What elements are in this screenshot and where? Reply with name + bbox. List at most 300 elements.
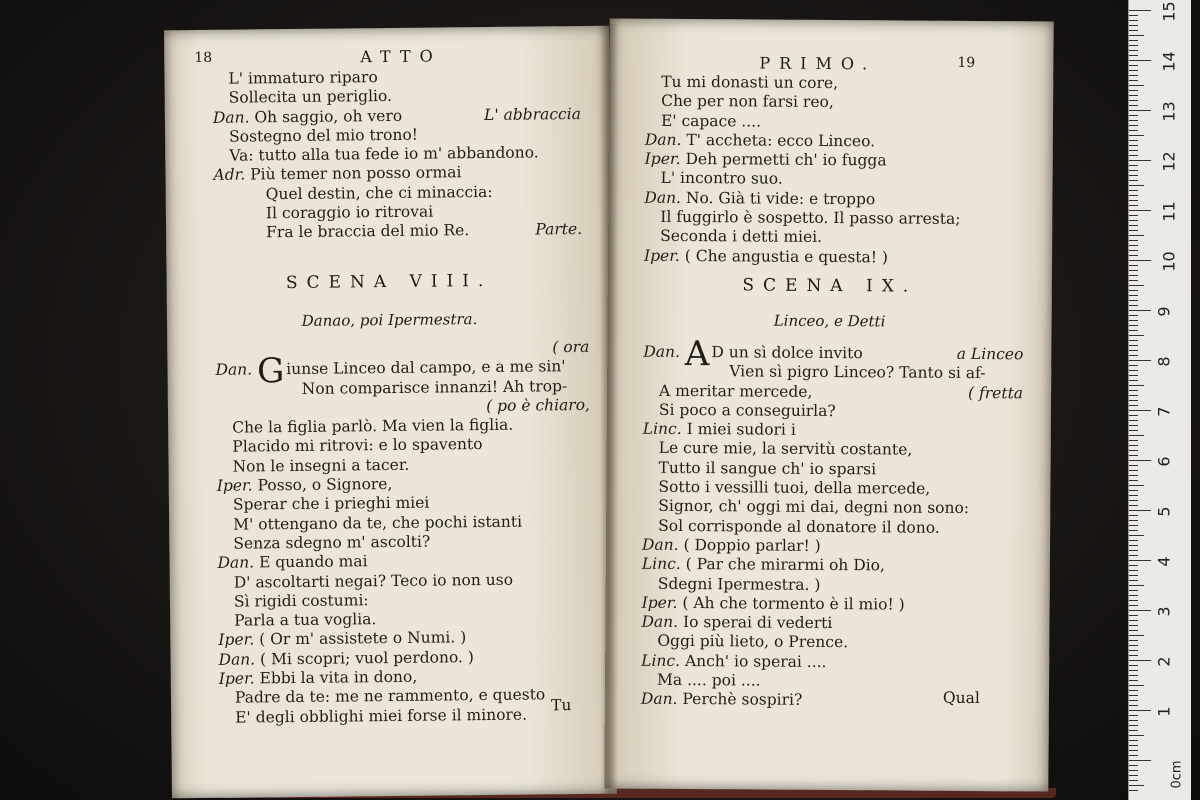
ruler-tick xyxy=(1129,10,1151,11)
ruler-tick xyxy=(1129,120,1138,121)
ruler-tick xyxy=(1129,415,1138,416)
ruler-tick xyxy=(1129,565,1138,566)
line-text: iunse Linceo dal campo, e a me sin' xyxy=(286,357,566,379)
speaker-label: Iper. xyxy=(218,630,255,650)
speaker-label: Linc. xyxy=(641,554,681,574)
speaker-label: Iper. xyxy=(641,593,678,612)
ruler-tick xyxy=(1129,425,1138,426)
ruler-tick xyxy=(1129,315,1138,316)
line-text: Perchè sospiri? xyxy=(682,690,803,710)
speaker-label: Linc. xyxy=(642,419,682,439)
ruler-tick xyxy=(1129,180,1138,181)
text-line xyxy=(644,208,1024,230)
line-text: Ma .... poi .... xyxy=(657,670,761,690)
ruler-tick xyxy=(1129,300,1138,301)
ruler-tick xyxy=(1129,145,1138,146)
ruler-tick xyxy=(1129,775,1138,776)
ruler-tick xyxy=(1129,520,1138,521)
text-line xyxy=(644,246,1024,268)
ruler-tick xyxy=(1129,30,1138,31)
ruler-tick xyxy=(1129,340,1138,341)
catchword: Tu xyxy=(550,696,572,715)
ruler-tick xyxy=(1129,410,1151,411)
measuring-ruler xyxy=(1128,0,1191,800)
ruler-tick xyxy=(1129,385,1144,386)
speaker-label: Iper. xyxy=(218,669,255,688)
ruler-tick xyxy=(1129,675,1138,676)
line-text: Tutto il sangue ch' io sparsi xyxy=(658,458,877,479)
text-line xyxy=(644,188,1024,210)
ruler-tick xyxy=(1129,530,1138,531)
ruler-tick xyxy=(1129,690,1138,691)
ruler-tick xyxy=(1129,75,1138,76)
ruler-number: 5 xyxy=(1154,506,1174,517)
right-page xyxy=(604,18,1053,791)
line-text: Senza sdegno m' ascolti? xyxy=(233,532,431,553)
ruler-tick xyxy=(1129,20,1138,21)
ruler-tick xyxy=(1129,730,1138,731)
line-text: Padre da te: me ne rammento, e questo xyxy=(234,685,546,707)
ruler-tick xyxy=(1129,460,1151,461)
ruler-tick xyxy=(1129,275,1138,276)
ruler-tick xyxy=(1129,85,1144,86)
line-text: Io sperai di vederti xyxy=(682,613,833,633)
line-text: Sol corrisponde al donatore il dono. xyxy=(658,516,940,537)
text-line xyxy=(642,478,1022,500)
text-line xyxy=(643,381,1023,403)
ruler-tick xyxy=(1129,705,1138,706)
line-text: A meritar mercede, xyxy=(659,381,813,401)
ruler-tick xyxy=(1129,625,1138,626)
ruler-tick xyxy=(1129,250,1138,251)
scene-title: SCENA IX. xyxy=(742,275,918,297)
text-line xyxy=(219,705,593,728)
ruler-tick xyxy=(1129,195,1138,196)
ruler-tick xyxy=(1129,670,1138,671)
ruler-tick xyxy=(1129,440,1138,441)
line-text: Non comparisce innanzi! Ah trop- xyxy=(301,376,568,398)
line-text: Il coraggio io ritrovai xyxy=(265,202,434,223)
text-line xyxy=(644,227,1024,249)
ruler-tick xyxy=(1129,330,1138,331)
ruler-tick xyxy=(1129,400,1138,401)
line-text: Si poco a conseguirla? xyxy=(658,400,836,420)
line-text: T' accheta: ecco Linceo. xyxy=(686,130,876,151)
ruler-tick xyxy=(1129,500,1138,501)
ruler-tick xyxy=(1129,215,1138,216)
ruler-tick xyxy=(1129,780,1138,781)
ruler-tick xyxy=(1129,390,1138,391)
ruler-number: 1 xyxy=(1154,706,1174,717)
ruler-tick xyxy=(1129,55,1138,56)
ruler-tick xyxy=(1129,505,1138,506)
ruler-number: 8 xyxy=(1154,356,1174,367)
drop-cap: G xyxy=(256,351,285,392)
ruler-number: 15 xyxy=(1159,1,1179,22)
text-line xyxy=(645,73,1025,95)
ruler-tick xyxy=(1129,160,1151,161)
stage-direction: ( po è chiaro, xyxy=(486,395,591,415)
ruler-tick xyxy=(1129,755,1138,756)
ruler-tick xyxy=(1129,420,1138,421)
ruler-tick xyxy=(1129,115,1138,116)
text-block-bottom xyxy=(215,338,593,728)
line-text: Deh permetti ch' io fugga xyxy=(685,150,887,170)
ruler-tick xyxy=(1129,760,1151,761)
ruler-tick xyxy=(1129,475,1138,476)
speaker-label: Dan. xyxy=(641,535,679,554)
ruler-tick xyxy=(1129,585,1144,586)
speaker-label: Iper. xyxy=(216,476,253,495)
speaker-label: Dan. xyxy=(644,130,682,149)
ruler-tick xyxy=(1129,130,1138,131)
ruler-tick xyxy=(1129,220,1138,221)
line-text: Tu mi donasti un core, xyxy=(661,72,839,93)
ruler-number: 4 xyxy=(1154,556,1174,567)
ruler-tick xyxy=(1129,465,1138,466)
text-line xyxy=(642,516,1022,538)
ruler-tick xyxy=(1129,185,1144,186)
ruler-tick xyxy=(1129,155,1138,156)
speaker-label: Linc. xyxy=(641,651,681,670)
ruler-tick xyxy=(1129,615,1138,616)
ruler-tick xyxy=(1129,590,1138,591)
ruler-tick xyxy=(1129,260,1151,261)
left-page xyxy=(164,26,617,799)
ruler-tick xyxy=(1129,170,1138,171)
text-line xyxy=(645,111,1025,133)
ruler-tick xyxy=(1129,765,1138,766)
line-text: Oggi più lieto, o Prence. xyxy=(657,632,849,652)
ruler-tick xyxy=(1129,575,1138,576)
text-line xyxy=(641,613,1021,635)
line-text: Sdegni Ipermestra. ) xyxy=(657,574,821,594)
ruler-number: 10 xyxy=(1159,251,1179,272)
ruler-tick xyxy=(1129,265,1138,266)
ruler-tick xyxy=(1129,205,1138,206)
text-line xyxy=(641,651,1021,673)
ruler-tick xyxy=(1129,110,1151,111)
ruler-tick xyxy=(1129,90,1138,91)
ruler-tick xyxy=(1129,335,1144,336)
ruler-tick xyxy=(1129,165,1138,166)
stage-direction: ( ora xyxy=(552,337,590,357)
line-text: Vien sì pigro Linceo? Tanto si af- xyxy=(729,362,986,383)
speaker-label: Dan. xyxy=(215,360,253,380)
ruler-tick xyxy=(1129,395,1138,396)
ruler-number: 6 xyxy=(1154,456,1174,467)
line-text: Posso, o Signore, xyxy=(257,475,393,495)
ruler-tick xyxy=(1129,485,1144,486)
line-text: E' degli obblighi miei forse il minore. xyxy=(235,705,528,727)
text-line xyxy=(643,439,1023,461)
ruler-tick xyxy=(1129,665,1138,666)
line-text: ( Che angustia e questa! ) xyxy=(684,246,889,267)
scene-title: SCENA VIII. xyxy=(285,270,493,294)
line-text: M' ottengano da te, che pochi istanti xyxy=(233,512,523,534)
line-text: ( Or m' assistete o Numi. ) xyxy=(259,628,467,649)
ruler-tick xyxy=(1129,660,1151,661)
ruler-tick xyxy=(1129,190,1138,191)
ruler-tick xyxy=(1129,630,1138,631)
line-text: Che la figlia parlò. Ma vien la figlia. xyxy=(232,415,514,437)
speaker-label: Dan. xyxy=(217,553,255,573)
line-text: E' capace .... xyxy=(660,111,762,131)
line-text: Signor, ch' oggi mi dai, degni non sono: xyxy=(658,497,970,518)
ruler-number: 13 xyxy=(1159,101,1179,122)
ruler-tick xyxy=(1129,610,1151,611)
ruler-tick xyxy=(1129,745,1138,746)
line-text: Più temer non posso ormai xyxy=(250,163,462,184)
line-text: No. Già ti vide: e troppo xyxy=(685,188,876,209)
line-text: Oh saggio, oh vero xyxy=(254,106,403,127)
ruler-tick xyxy=(1129,280,1138,281)
text-block-top xyxy=(644,73,1025,269)
line-text: Sotto i vessilli tuoi, della mercede, xyxy=(658,477,931,498)
ruler-tick xyxy=(1129,305,1138,306)
ruler-tick xyxy=(1129,685,1144,686)
line-text: Che per non farsi reo, xyxy=(661,92,834,112)
line-text: ( Par che mirarmi oh Dio, xyxy=(685,555,885,575)
text-line xyxy=(641,632,1021,654)
ruler-number: 11 xyxy=(1159,201,1179,222)
ruler-tick xyxy=(1129,480,1138,481)
ruler-tick xyxy=(1129,245,1138,246)
ruler-tick xyxy=(1129,435,1144,436)
ruler-tick xyxy=(1129,150,1138,151)
ruler-tick xyxy=(1129,560,1151,561)
text-line xyxy=(642,594,1022,616)
ruler-tick xyxy=(1129,450,1138,451)
ruler-tick xyxy=(1129,430,1138,431)
text-line xyxy=(645,169,1025,191)
line-text: Sperar che i prieghi miei xyxy=(232,493,430,515)
text-line xyxy=(642,555,1022,577)
ruler-tick xyxy=(1129,790,1138,791)
ruler-tick xyxy=(1129,580,1138,581)
ruler-tick xyxy=(1129,740,1138,741)
line-text: Ebbi la vita in dono, xyxy=(259,667,418,688)
ruler-tick xyxy=(1129,455,1138,456)
line-text: ( Doppio parlar! ) xyxy=(683,535,821,555)
ruler-tick xyxy=(1129,445,1138,446)
catchword: Qual xyxy=(942,688,980,708)
stage-direction: a Linceo xyxy=(956,344,1024,364)
ruler-tick xyxy=(1129,325,1138,326)
text-block-top xyxy=(212,66,582,244)
line-text: L' incontro suo. xyxy=(660,169,783,189)
text-line xyxy=(642,497,1022,519)
text-line xyxy=(642,458,1022,480)
ruler-tick xyxy=(1129,770,1138,771)
stage-direction: L' abbraccia xyxy=(484,104,581,124)
ruler-tick xyxy=(1129,550,1138,551)
ruler-number: 3 xyxy=(1154,606,1174,617)
line-text: D un sì dolce invito xyxy=(711,343,863,363)
text-line xyxy=(645,131,1025,153)
ruler-tick xyxy=(1129,555,1138,556)
ruler-tick xyxy=(1129,35,1144,36)
ruler-tick xyxy=(1129,45,1138,46)
page-number: 18 xyxy=(194,49,213,67)
ruler-tick xyxy=(1129,65,1138,66)
ruler-tick xyxy=(1129,380,1138,381)
ruler-tick xyxy=(1129,595,1138,596)
ruler-tick xyxy=(1129,210,1151,211)
ruler-tick xyxy=(1129,535,1144,536)
line-text: Fra le braccia del mio Re. xyxy=(266,221,470,242)
ruler-tick xyxy=(1129,105,1138,106)
ruler-tick xyxy=(1129,355,1138,356)
ruler-tick xyxy=(1129,510,1151,511)
ruler-tick xyxy=(1129,655,1138,656)
text-line xyxy=(645,150,1025,172)
line-text: Il fuggirlo è sospetto. Il passo arresta; xyxy=(660,207,961,228)
ruler-tick xyxy=(1129,470,1138,471)
speaker-label: Dan. xyxy=(218,650,256,669)
ruler-tick xyxy=(1129,15,1138,16)
stage-direction: Parte. xyxy=(535,220,583,239)
ruler-tick xyxy=(1129,715,1138,716)
ruler-number: 7 xyxy=(1154,406,1174,417)
ruler-tick xyxy=(1129,620,1138,621)
ruler-tick xyxy=(1129,490,1138,491)
text-line xyxy=(643,362,1023,384)
line-text: Va: tutto alla tua fede io m' abbandono. xyxy=(229,143,539,165)
speaker-label: Iper. xyxy=(644,149,681,169)
ruler-number: 9 xyxy=(1154,306,1174,317)
line-text: Sì rigidi costumi: xyxy=(233,591,369,611)
text-line xyxy=(214,220,582,243)
ruler-tick xyxy=(1129,540,1138,541)
line-text: Anch' io sperai .... xyxy=(684,651,827,671)
ruler-tick xyxy=(1129,600,1138,601)
line-text: Quel destin, che ci minaccia: xyxy=(265,182,493,204)
ruler-tick xyxy=(1129,640,1138,641)
ruler-tick xyxy=(1129,25,1138,26)
ruler-tick xyxy=(1129,135,1144,136)
running-head: PRIMO. xyxy=(759,53,877,74)
speaker-label: Dan. xyxy=(641,612,679,632)
ruler-tick xyxy=(1129,320,1138,321)
ruler-tick xyxy=(1129,100,1138,101)
ruler-tick xyxy=(1129,680,1138,681)
ruler-tick xyxy=(1129,725,1138,726)
line-text: ( Mi scopri; vuol perdono. ) xyxy=(260,647,474,669)
speaker-label: Adr. xyxy=(213,165,246,185)
ruler-unit: 0cm xyxy=(1169,760,1185,789)
text-line xyxy=(642,574,1022,596)
line-text: Sollecita un periglio. xyxy=(228,87,393,107)
line-text: I miei sudori i xyxy=(686,420,796,439)
ruler-tick xyxy=(1129,570,1138,571)
ruler-tick xyxy=(1129,285,1144,286)
text-line xyxy=(643,401,1023,423)
ruler-tick xyxy=(1129,140,1138,141)
ruler-tick xyxy=(1129,235,1144,236)
speaker-label: Dan. xyxy=(640,690,678,709)
line-text: Non le insegni a tacer. xyxy=(232,455,410,476)
text-line xyxy=(643,420,1023,442)
ruler-tick xyxy=(1129,230,1138,231)
ruler-tick xyxy=(1129,495,1138,496)
ruler-tick xyxy=(1129,360,1151,361)
ruler-tick xyxy=(1129,785,1144,786)
ruler-tick xyxy=(1129,240,1138,241)
ruler-tick xyxy=(1129,225,1138,226)
ruler-tick xyxy=(1129,405,1138,406)
line-text: L' immaturo riparo xyxy=(228,68,378,88)
ruler-tick xyxy=(1129,700,1138,701)
open-book xyxy=(160,14,1065,794)
speaker-label: Iper. xyxy=(643,246,680,265)
ruler-tick xyxy=(1129,735,1144,736)
ruler-tick xyxy=(1129,255,1138,256)
ruler-tick xyxy=(1129,95,1138,96)
text-line xyxy=(645,92,1025,114)
gutter xyxy=(600,24,618,794)
line-text: Seconda i detti miei. xyxy=(660,227,823,247)
ruler-tick xyxy=(1129,605,1138,606)
ruler-tick xyxy=(1129,375,1138,376)
ruler-tick xyxy=(1129,695,1138,696)
ruler-tick xyxy=(1129,175,1138,176)
ruler-tick xyxy=(1129,70,1138,71)
ruler-tick xyxy=(1129,50,1138,51)
ruler-tick xyxy=(1129,350,1138,351)
speaker-label: Dan. xyxy=(212,108,250,127)
ruler-tick xyxy=(1129,80,1138,81)
drop-cap: A xyxy=(684,333,710,375)
line-text: Parla a tua voglia. xyxy=(234,610,377,630)
ruler-tick xyxy=(1129,710,1151,711)
text-block-bottom xyxy=(640,333,1024,712)
stage-direction: ( fretta xyxy=(968,383,1024,402)
ruler-tick xyxy=(1129,365,1138,366)
ruler-tick xyxy=(1129,750,1138,751)
ruler-tick xyxy=(1129,295,1138,296)
line-text: Sostegno del mio trono! xyxy=(229,125,419,146)
ruler-tick xyxy=(1129,720,1138,721)
ruler-tick xyxy=(1129,545,1138,546)
line-text: ( Ah che tormento è il mio! ) xyxy=(682,593,905,614)
line-text: Placido mi ritrovi: e lo spavento xyxy=(232,435,483,457)
ruler-tick xyxy=(1129,125,1138,126)
ruler-tick xyxy=(1129,635,1144,636)
ruler-tick xyxy=(1129,270,1138,271)
ruler-tick xyxy=(1129,60,1151,61)
ruler-number: 14 xyxy=(1159,51,1179,72)
ruler-tick xyxy=(1129,345,1138,346)
ruler-number: 2 xyxy=(1154,656,1174,667)
ruler-tick xyxy=(1129,525,1138,526)
ruler-tick xyxy=(1129,200,1138,201)
ruler-tick xyxy=(1129,370,1138,371)
ruler-tick xyxy=(1129,310,1151,311)
scene-characters: Linceo, e Detti xyxy=(773,311,886,331)
ruler-number: 12 xyxy=(1159,151,1179,172)
text-line xyxy=(642,536,1022,558)
ruler-tick xyxy=(1129,290,1138,291)
line-text: Le cure mie, la servitù costante, xyxy=(658,439,913,460)
running-head: ATTO xyxy=(360,46,442,67)
ruler-tick xyxy=(1129,650,1138,651)
line-text: E quando mai xyxy=(258,552,368,572)
ruler-tick xyxy=(1129,645,1138,646)
ruler-tick xyxy=(1129,40,1138,41)
page-number: 19 xyxy=(957,54,976,72)
speaker-label: Dan. xyxy=(643,342,681,361)
